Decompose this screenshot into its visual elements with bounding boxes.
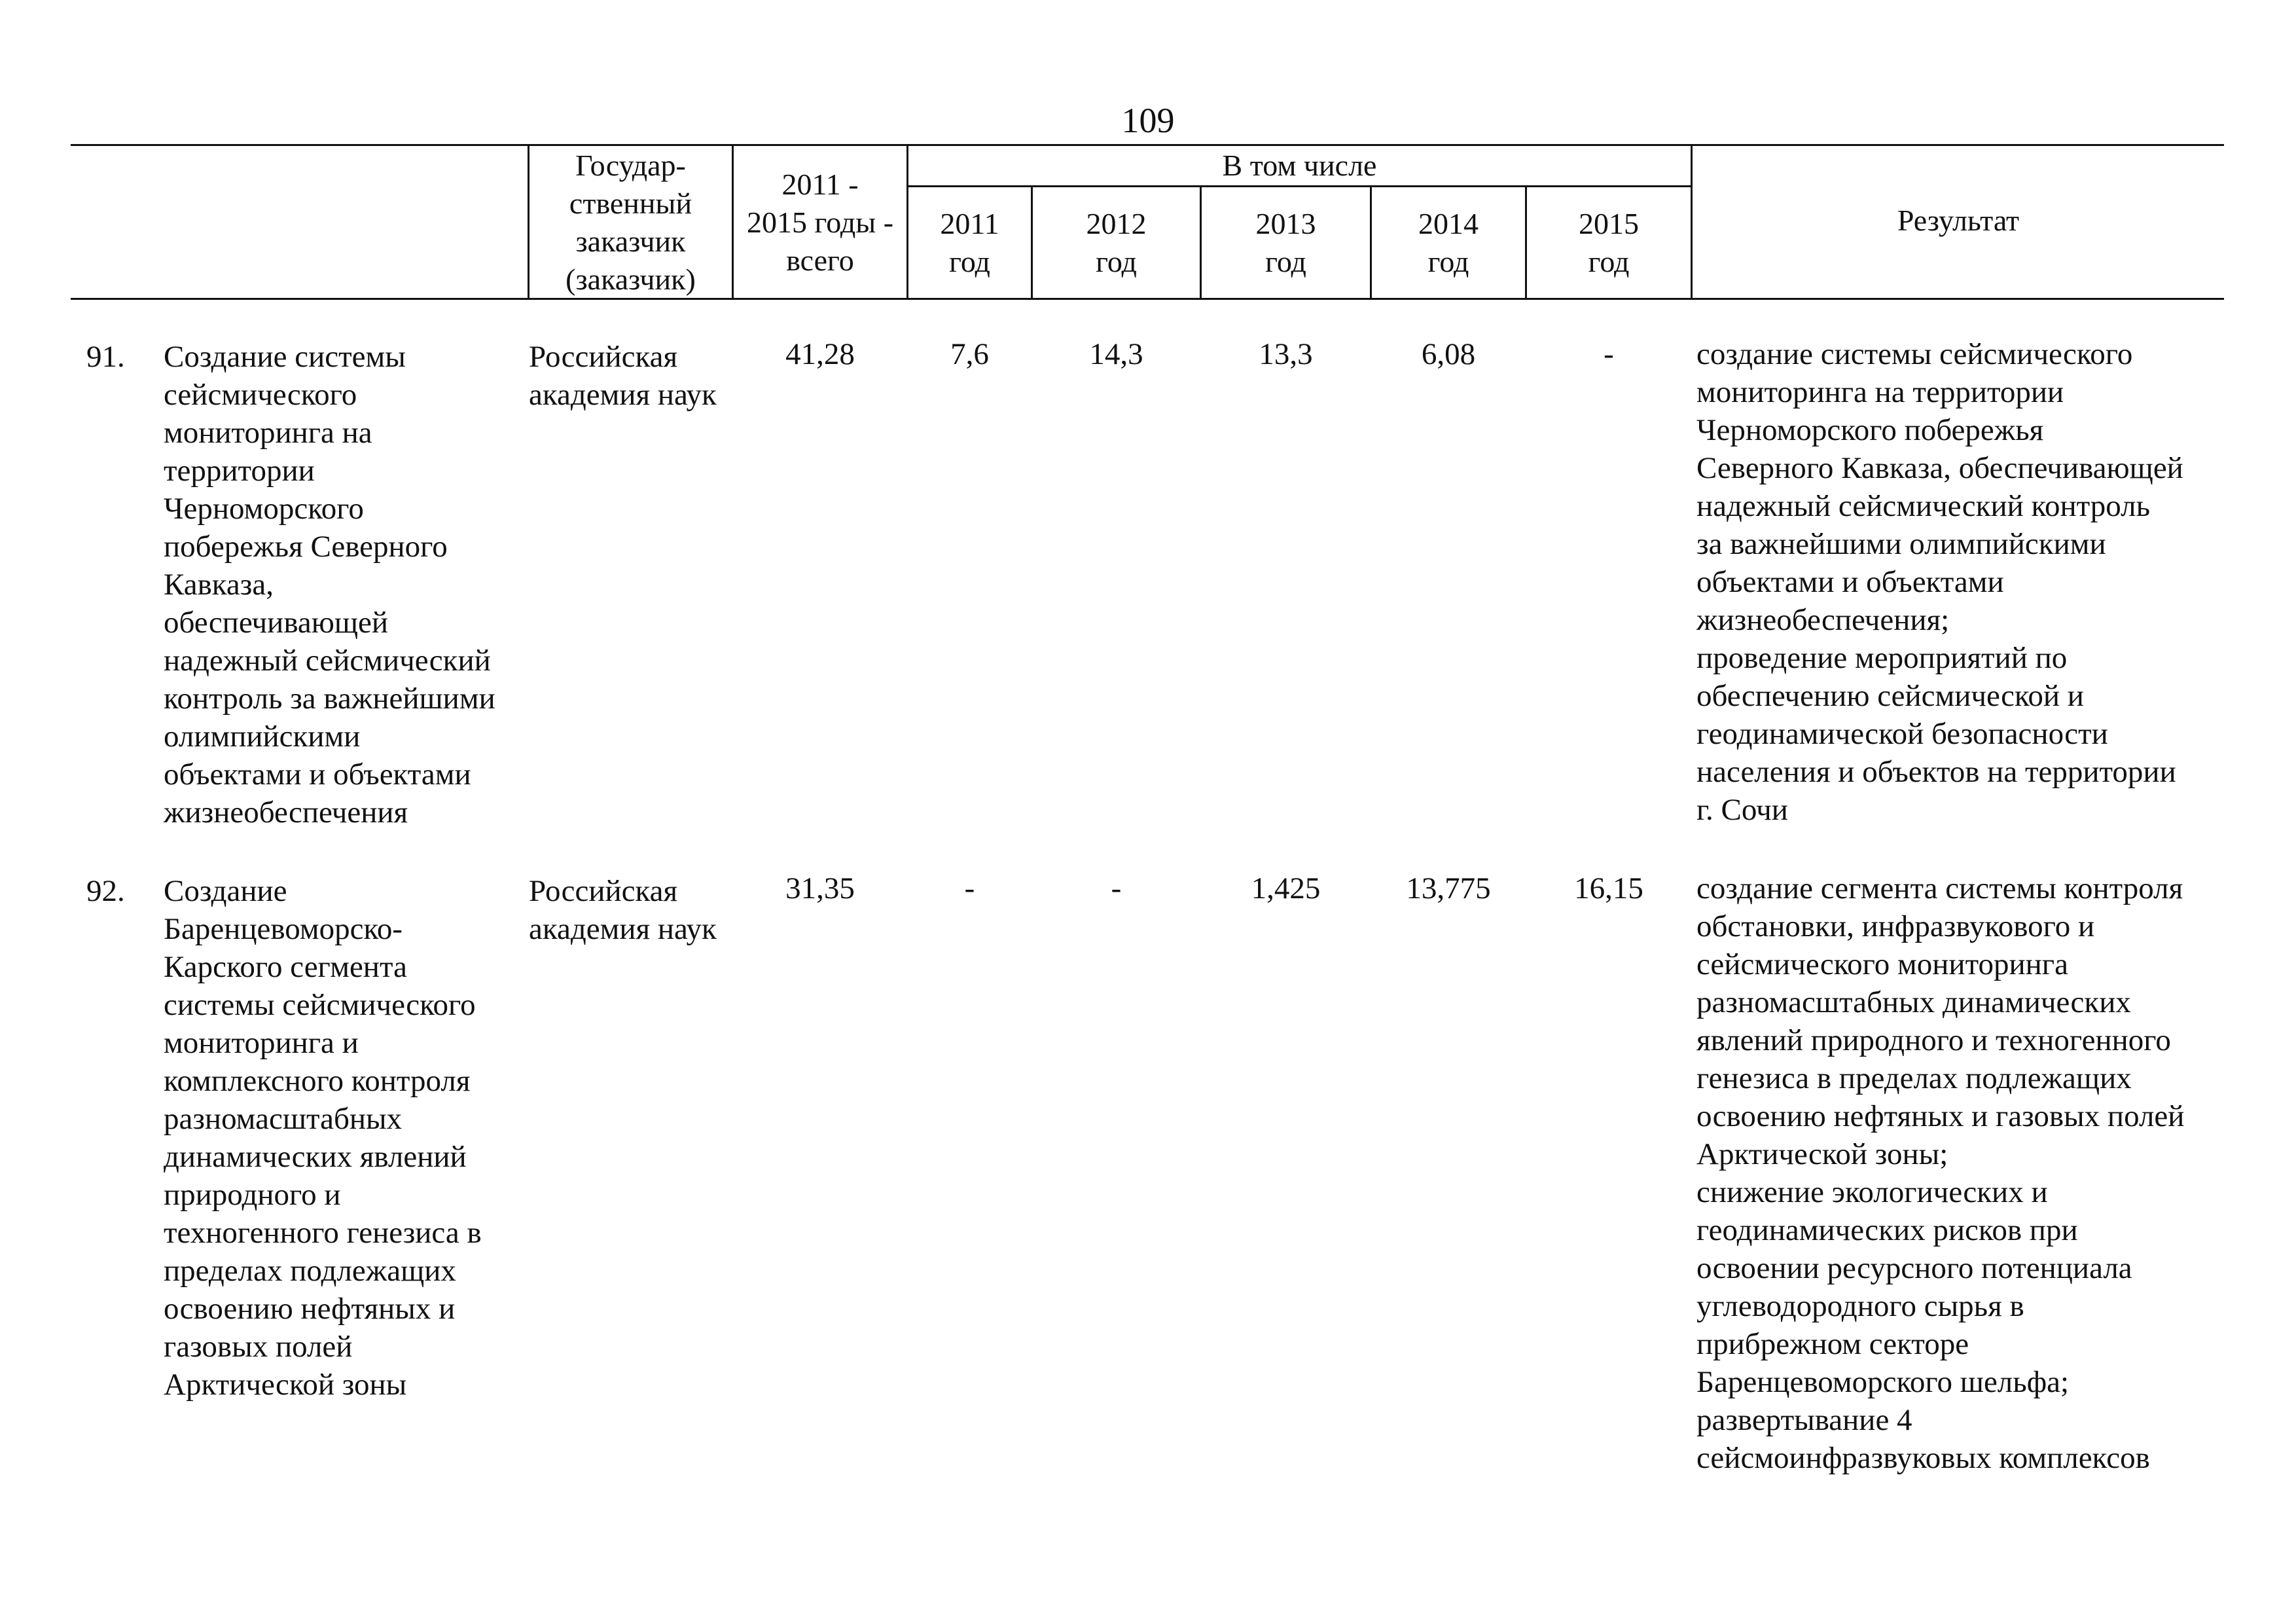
header-year-2013: 2013 год: [1255, 207, 1316, 278]
including-underline: [906, 185, 1691, 187]
row-92-name: Создание Баренцевоморско- Карского сегмента системы сейсмического мониторинга и комплексного контроля разномасштабных динамических явлений природного и техногенного генезиса в пределах подлежащих освоению нефтяных и газовых полей Арктической зоны: [164, 874, 482, 1402]
row-91-customer: Российская академия наук: [529, 340, 717, 412]
header-year-2012: 2012 год: [1086, 207, 1147, 278]
header-year-2011: 2011 год: [940, 207, 999, 278]
row-91-value-2015: -: [1604, 337, 1614, 371]
header-including: В том числе: [1222, 149, 1377, 182]
header-total: 2011 - 2015 годы - всего: [746, 168, 894, 277]
row-92-value-2013: 1,425: [1251, 871, 1321, 905]
header-year-2014: 2014 год: [1418, 207, 1479, 278]
row-92-value-2014: 13,775: [1406, 871, 1491, 905]
row-91-result: создание системы сейсмического мониторинга на территории Черноморского побережья Северного Кавказа, обеспечивающей надежный сейсмический контроль за важнейшими олимпийскими объектами и объектами жизнеобеспечения; проведение мероприятий по обеспечению сейсмической и геодинамической безопасности населения и объектов на территории г. Сочи: [1696, 337, 2183, 827]
row-91-total: 41,28: [785, 337, 855, 371]
header-result: Результат: [1897, 204, 2020, 237]
row-91-name: Создание системы сейсмического мониторинга на территории Черноморского побережья Северного Кавказа, обеспечивающей надежный сейсмический контроль за важнейшими олимпийскими объектами и объектами жизнеобеспечения: [164, 340, 495, 830]
header-customer: Государ- ственный заказчик (заказчик): [565, 149, 696, 296]
row-91-value-2013: 13,3: [1259, 337, 1313, 371]
header-year-2015: 2015 год: [1579, 207, 1639, 278]
row-91-value-2011: 7,6: [950, 337, 989, 371]
row-91-value-2012: 14,3: [1089, 337, 1143, 371]
row-91-number: 91.: [86, 340, 125, 374]
row-92-value-2011: -: [964, 871, 975, 905]
row-92-customer: Российская академия наук: [529, 874, 717, 946]
row-92-result: создание сегмента системы контроля обстановки, инфразвукового и сейсмического мониторинга разномасштабных динамических явлений природного и техногенного генезиса в пределах подлежащих освоению нефтяных и газовых полей Арктической зоны; снижение экологических и геодинамических рисков при освоении ресурсного потенциала углеводородного сырья в прибрежном секторе Баренцевоморского шельфа; развертывание 4 сейсмоинфразвуковых комплексов: [1696, 871, 2185, 1475]
row-92-total: 31,35: [785, 871, 855, 905]
row-92-value-2012: -: [1111, 871, 1122, 905]
page-number: 109: [1121, 101, 1175, 140]
table-top-rule: [71, 144, 2224, 146]
table-header-bottom-rule: [71, 298, 2224, 300]
row-92-value-2015: 16,15: [1574, 871, 1643, 905]
row-92-number: 92.: [86, 874, 125, 908]
row-91-value-2014: 6,08: [1421, 337, 1476, 371]
